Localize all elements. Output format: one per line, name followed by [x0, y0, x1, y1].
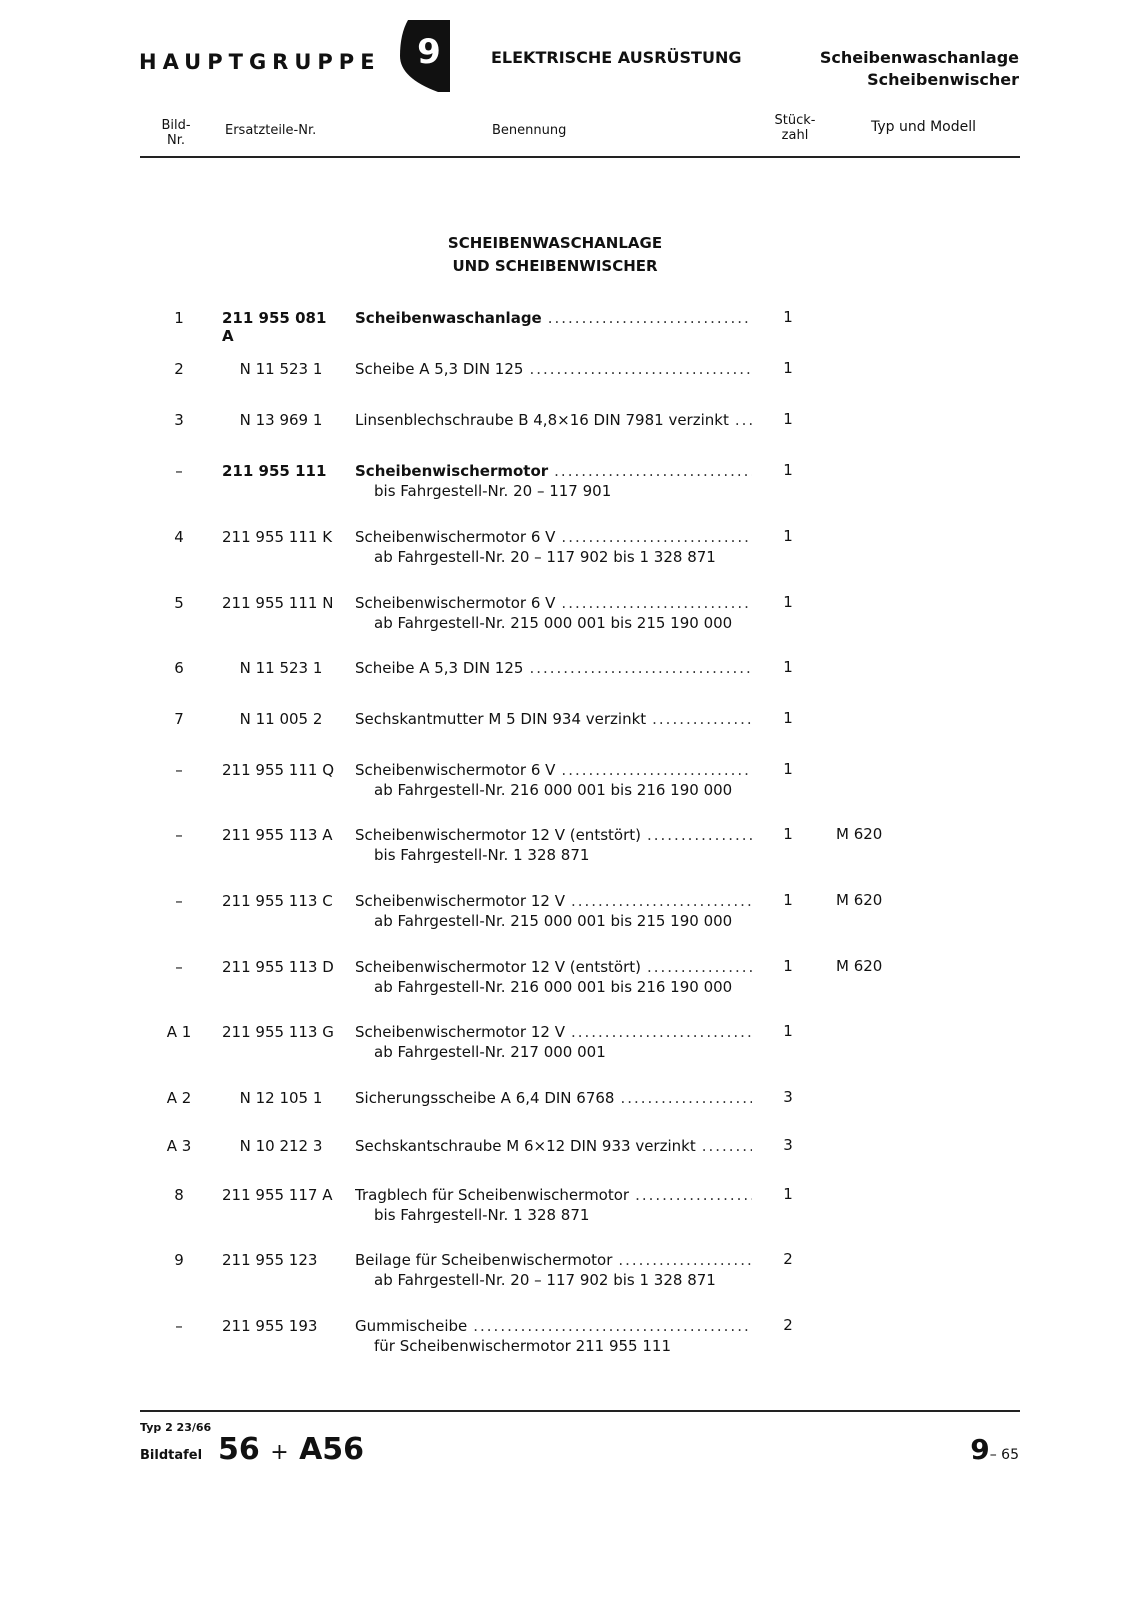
leader-dots — [571, 1023, 752, 1041]
cell-part-number: 211 955 113 C — [222, 892, 333, 910]
cell-quantity: 1 — [783, 410, 793, 428]
cell-part-number: N 13 969 1 — [239, 411, 323, 429]
description-text: Scheibenwischermotor 6 V — [355, 594, 556, 612]
topic-line-2: Scheibenwischer — [867, 70, 1019, 89]
cell-bild-nr: 3 — [174, 411, 184, 429]
cell-quantity: 1 — [783, 709, 793, 727]
cell-subnote: bis Fahrgestell-Nr. 20 – 117 901 — [374, 482, 612, 500]
cell-description — [355, 309, 752, 327]
footer-bildtafel-label: Bildtafel — [140, 1448, 203, 1463]
leader-dots — [529, 360, 752, 378]
description-text: Gummischeibe — [355, 1317, 468, 1335]
cell-description — [355, 1137, 752, 1155]
cell-description — [355, 1089, 752, 1107]
leader-dots — [647, 826, 752, 844]
col-header-stueck-line2: zahl — [781, 128, 809, 143]
description-text: Scheibenwischermotor 12 V — [355, 892, 565, 910]
leader-dots — [618, 1251, 752, 1269]
topic-heading — [820, 47, 1019, 91]
cell-description — [355, 710, 752, 728]
description-text: Tragblech für Scheibenwischermotor — [355, 1186, 630, 1204]
cell-subnote: ab Fahrgestell-Nr. 216 000 001 bis 216 190 000 — [374, 781, 733, 799]
col-header-ersatzteile: Ersatzteile-Nr. — [225, 123, 317, 138]
cell-subnote: ab Fahrgestell-Nr. 217 000 001 — [374, 1043, 606, 1061]
cell-quantity: 1 — [783, 825, 793, 843]
description-text: Linsenblechschraube B 4,8×16 DIN 7981 verzinkt — [355, 411, 729, 429]
cell-description — [355, 462, 752, 480]
group-number-badge — [398, 18, 452, 94]
cell-subnote: bis Fahrgestell-Nr. 1 328 871 — [374, 1206, 590, 1224]
footer-divider — [140, 1410, 1020, 1412]
cell-part-number: 211 955 113 A — [222, 826, 333, 844]
description-text: Beilage für Scheibenwischermotor — [355, 1251, 613, 1269]
cell-subnote: ab Fahrgestell-Nr. 215 000 001 bis 215 190 000 — [374, 614, 733, 632]
cell-subnote: ab Fahrgestell-Nr. 20 – 117 902 bis 1 328 871 — [374, 548, 716, 566]
description-text: Scheibe A 5,3 DIN 125 — [355, 659, 524, 677]
page-title-line1: SCHEIBENWASCHANLAGE — [447, 234, 663, 252]
leader-dots — [529, 659, 752, 677]
cell-typ-modell: M 620 — [836, 891, 883, 909]
cell-part-number: N 10 212 3 — [239, 1137, 323, 1155]
cell-description — [355, 1023, 752, 1041]
footer-bildtafel-number — [218, 1432, 364, 1467]
cell-part-number: N 11 523 1 — [239, 659, 323, 677]
leader-dots — [561, 761, 752, 779]
cell-description — [355, 360, 752, 378]
cell-part-number: N 11 005 2 — [239, 710, 323, 728]
description-text: Scheibenwischermotor 12 V (entstört) — [355, 958, 641, 976]
description-text: Sicherungsscheibe A 6,4 DIN 6768 — [355, 1089, 615, 1107]
col-header-bild-line2: Nr. — [166, 133, 185, 148]
cell-part-number: 211 955 123 — [222, 1251, 318, 1269]
leader-dots — [548, 309, 752, 327]
leader-dots — [647, 958, 752, 976]
description-text: Scheibenwischermotor — [355, 462, 549, 480]
cell-part-number: 211 955 111 K — [222, 528, 333, 546]
cell-quantity: 3 — [783, 1136, 793, 1154]
cell-part-number: N 11 523 1 — [239, 360, 323, 378]
cell-quantity: 1 — [783, 308, 793, 326]
footer-typ: Typ 2 23/66 — [140, 1421, 212, 1434]
cell-bild-nr: – — [175, 462, 183, 480]
leader-dots — [635, 1186, 752, 1204]
cell-subnote: ab Fahrgestell-Nr. 216 000 001 bis 216 190 000 — [374, 978, 733, 996]
cell-part-number: 211 955 113 D — [222, 958, 334, 976]
leader-dots — [702, 1137, 752, 1155]
cell-quantity: 2 — [783, 1316, 793, 1334]
cell-bild-nr: A 3 — [166, 1137, 192, 1155]
cell-quantity: 1 — [783, 760, 793, 778]
col-header-stueck-line1: Stück- — [774, 113, 816, 128]
col-header-bild — [156, 118, 196, 148]
cell-part-number: 211 955 117 A — [222, 1186, 333, 1204]
cell-bild-nr: 8 — [174, 1186, 184, 1204]
description-text: Sechskantschraube M 6×12 DIN 933 verzinkt — [355, 1137, 696, 1155]
cell-part-number: 211 955 111 — [222, 462, 327, 480]
cell-description — [355, 958, 752, 976]
cell-part-number: N 12 105 1 — [239, 1089, 323, 1107]
cell-subnote: für Scheibenwischermotor 211 955 111 — [374, 1337, 671, 1355]
col-header-benennung: Benennung — [492, 123, 567, 138]
leader-dots — [620, 1089, 752, 1107]
cell-bild-nr: 2 — [174, 360, 184, 378]
cell-typ-modell: M 620 — [836, 957, 883, 975]
cell-description — [355, 892, 752, 910]
cell-quantity: 1 — [783, 359, 793, 377]
cell-description — [355, 659, 752, 677]
leader-dots — [561, 594, 752, 612]
cell-bild-nr: 9 — [174, 1251, 184, 1269]
leader-dots — [554, 462, 752, 480]
description-text: Scheibenwischermotor 6 V — [355, 528, 556, 546]
cell-bild-nr: – — [175, 958, 183, 976]
cell-bild-nr: 4 — [174, 528, 184, 546]
leader-dots — [561, 528, 752, 546]
cell-subnote: bis Fahrgestell-Nr. 1 328 871 — [374, 846, 590, 864]
cell-description — [355, 761, 752, 779]
cell-typ-modell: M 620 — [836, 825, 883, 843]
cell-quantity: 1 — [783, 957, 793, 975]
description-text: Scheibenwischermotor 12 V — [355, 1023, 565, 1041]
cell-description — [355, 1317, 752, 1335]
cell-quantity: 1 — [783, 891, 793, 909]
cell-bild-nr: 5 — [174, 594, 184, 612]
col-header-stueckzahl — [770, 113, 820, 143]
cell-quantity: 3 — [783, 1088, 793, 1106]
section-title: ELEKTRISCHE AUSRÜSTUNG — [491, 48, 742, 67]
cell-part-number: 211 955 193 — [222, 1317, 318, 1335]
leader-dots — [473, 1317, 752, 1335]
page-title — [380, 232, 730, 278]
cell-subnote: ab Fahrgestell-Nr. 215 000 001 bis 215 190 000 — [374, 912, 733, 930]
cell-part-number: 211 955 111 Q — [222, 761, 335, 779]
group-number: 9 — [417, 32, 441, 72]
col-header-typ: Typ und Modell — [871, 119, 976, 135]
group-label: HAUPTGRUPPE — [139, 50, 381, 74]
page-number — [970, 1433, 1019, 1466]
cell-bild-nr: – — [175, 1317, 183, 1335]
cell-part-number: 211 955 081 A — [222, 309, 327, 345]
bildtafel-a: 56 — [218, 1432, 260, 1467]
page-number-main: 9 — [970, 1433, 990, 1466]
cell-quantity: 1 — [783, 1022, 793, 1040]
cell-quantity: 1 — [783, 1185, 793, 1203]
cell-quantity: 1 — [783, 527, 793, 545]
description-text: Scheibenwischermotor 6 V — [355, 761, 556, 779]
cell-description — [355, 826, 752, 844]
bildtafel-plus: + — [270, 1440, 289, 1465]
header-divider — [140, 156, 1020, 158]
cell-description — [355, 1186, 752, 1204]
col-header-bild-line1: Bild- — [161, 118, 191, 133]
cell-quantity: 1 — [783, 461, 793, 479]
cell-bild-nr: – — [175, 892, 183, 910]
cell-quantity: 2 — [783, 1250, 793, 1268]
cell-bild-nr: 6 — [174, 659, 184, 677]
cell-bild-nr: 7 — [174, 710, 184, 728]
page-title-line2: UND SCHEIBENWISCHER — [452, 257, 658, 275]
description-text: Scheibe A 5,3 DIN 125 — [355, 360, 524, 378]
cell-part-number: 211 955 111 N — [222, 594, 334, 612]
cell-bild-nr: A 1 — [166, 1023, 192, 1041]
cell-quantity: 1 — [783, 593, 793, 611]
leader-dots — [571, 892, 752, 910]
bildtafel-b: A56 — [299, 1432, 365, 1467]
cell-part-number: 211 955 113 G — [222, 1023, 334, 1041]
page-number-sub: – 65 — [989, 1447, 1019, 1463]
cell-bild-nr: – — [175, 761, 183, 779]
description-text: Scheibenwaschanlage — [355, 309, 542, 327]
cell-description — [355, 411, 752, 429]
cell-description — [355, 594, 752, 612]
cell-description — [355, 1251, 752, 1269]
cell-subnote: ab Fahrgestell-Nr. 20 – 117 902 bis 1 328 871 — [374, 1271, 716, 1289]
cell-bild-nr: 1 — [174, 309, 184, 327]
cell-description — [355, 528, 752, 546]
description-text: Sechskantmutter M 5 DIN 934 verzinkt — [355, 710, 647, 728]
cell-quantity: 1 — [783, 658, 793, 676]
leader-dots — [652, 710, 752, 728]
cell-bild-nr: – — [175, 826, 183, 844]
topic-line-1: Scheibenwaschanlage — [819, 48, 1019, 67]
description-text: Scheibenwischermotor 12 V (entstört) — [355, 826, 641, 844]
cell-bild-nr: A 2 — [166, 1089, 192, 1107]
leader-dots — [735, 411, 752, 429]
